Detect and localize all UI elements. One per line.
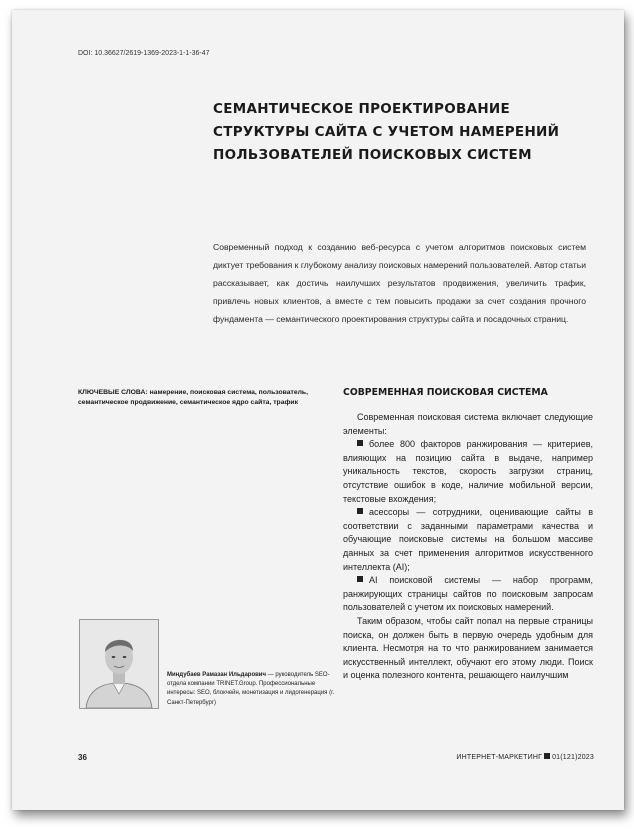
list-item: [343, 574, 593, 615]
list-item-text: AI поисковой системы — набор программ, ранжирующих страницы сайтов по поисковым запросам пользователей с учетом их поисковых намерений.: [343, 575, 593, 613]
square-separator-icon: [544, 753, 550, 759]
keywords-label: КЛЮЧЕВЫЕ СЛОВА:: [78, 389, 148, 396]
article-body: [343, 411, 593, 683]
article-title: СЕМАНТИЧЕСКОЕ ПРОЕКТИРОВАНИЕ СТРУКТУРЫ САЙТА С УЧЕТОМ НАМЕРЕНИЙ ПОЛЬЗОВАТЕЛЕЙ ПОИСКОВЫХ СИСТЕМ: [213, 101, 560, 163]
keywords-block: [78, 388, 328, 408]
list-item: [343, 438, 593, 506]
list-item: [343, 506, 593, 574]
author-name: Миндубаев Рамазан Ильдарович: [167, 672, 266, 678]
page-number: 36: [78, 753, 87, 762]
section-closing: Таким образом, чтобы сайт попал на первые страницы поиска, он должен быть в первую очередь удобным для клиента. Несмотря на то что ранжированием занимается искусственный интеллект, обучают его этому люди. Поиск и оценка полезного контента, решающего наилучшим: [343, 615, 593, 681]
list-item-text: асессоры — сотрудники, оценивающие сайты в соответствии с заданными параметрами качества и обучающие поисковые системы на большом массиве данных за счет применения алгоритмов искусственного интеллекта (AI);: [343, 507, 593, 572]
journal-issue: 01(121)2023: [552, 754, 594, 761]
bullet-icon: [357, 508, 363, 514]
author-photo: [79, 619, 159, 709]
article-abstract: Современный подход к созданию веб-ресурса с учетом алгоритмов поисковых систем диктует требования к глубокому анализу поисковых намерений пользователей. Автор статьи рассказывает, как достичь наилучших результатов продвижения, увеличить трафик, привлечь новых клиентов, а вместе с тем повысить продажи за счет создания прочного фундамента — семантического проектирования структуры сайта и посадочных страниц.: [213, 242, 586, 324]
author-portrait-image: [80, 620, 158, 708]
journal-page: [12, 10, 624, 810]
journal-footer: [456, 753, 594, 761]
bullet-icon: [357, 440, 363, 446]
journal-name: ИНТЕРНЕТ-МАРКЕТИНГ: [456, 754, 543, 761]
section-heading: СОВРЕМЕННАЯ ПОИСКОВАЯ СИСТЕМА: [343, 387, 548, 398]
author-description: — руководитель SEO-отдела компании TRINET.Group. Профессиональные интересы: SEO, блокчейн, монетизация и лидогенерация (г. Санкт-Петербург): [167, 672, 335, 706]
doi-label: DOI: 10.36627/2619-1369-2023-1-1-36-47: [78, 50, 210, 57]
author-bio: [167, 671, 337, 708]
keywords-text: намерение, поисковая система, пользователь, семантическое продвижение, семантическое ядро сайта, трафик: [78, 389, 308, 406]
list-item-text: более 800 факторов ранжирования — критериев, влияющих на позицию сайта в выдаче, например уникальность текстов, скорость загрузки страниц, отсутствие ошибок в коде, наличие мобильной версии, текстовые вхождения;: [343, 439, 593, 504]
bullet-icon: [357, 576, 363, 582]
section-intro: Современная поисковая система включает следующие элементы:: [343, 412, 593, 436]
